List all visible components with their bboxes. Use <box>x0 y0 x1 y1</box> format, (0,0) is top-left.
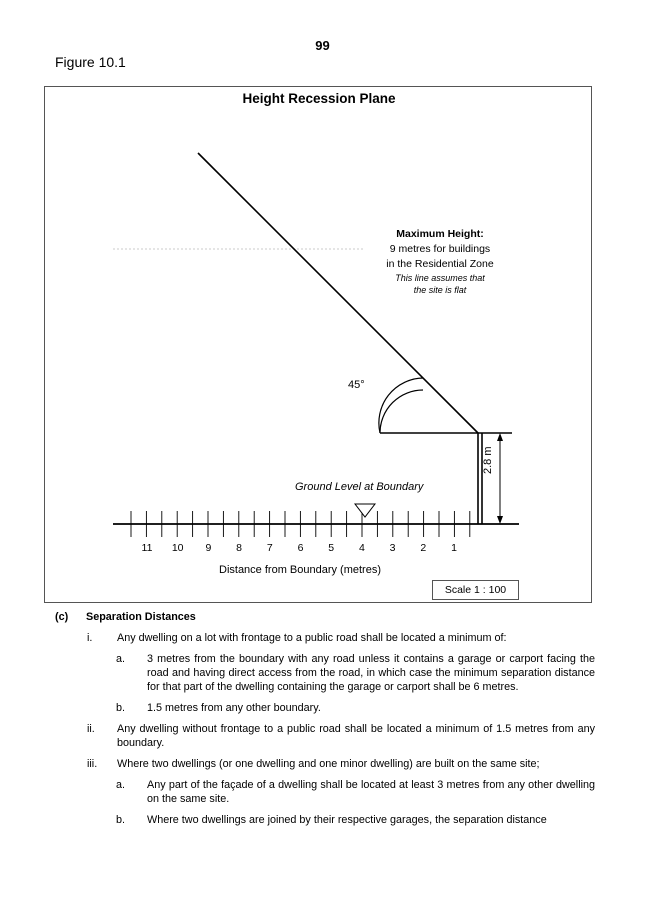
tick-label: 1 <box>451 542 457 554</box>
list-item <box>55 757 595 771</box>
tick-label: 5 <box>328 542 335 554</box>
item-marker: b. <box>116 702 126 714</box>
tick-label: 6 <box>297 542 304 554</box>
figure-frame <box>44 86 592 603</box>
figure-label: Figure 10.1 <box>55 54 126 70</box>
angle-arc-outer <box>379 378 423 433</box>
item-marker: a. <box>116 653 126 665</box>
item-text: 1.5 metres from any other boundary. <box>147 702 321 714</box>
scale-box: Scale 1 : 100 <box>432 580 519 600</box>
item-text: Any part of the façade of a dwelling shall be located at least 3 metres from any other dwelling on the same site. <box>147 779 595 805</box>
dimension-arrow-bottom <box>497 516 503 524</box>
list-item <box>55 631 595 645</box>
list-item <box>55 722 595 750</box>
tick-label: 11 <box>141 542 153 554</box>
max-height-note-1: This line assumes that <box>395 273 485 283</box>
tick-label: 4 <box>358 542 365 554</box>
max-height-line-2: in the Residential Zone <box>386 258 494 270</box>
ground-level-label: Ground Level at Boundary <box>295 481 424 493</box>
max-height-title: Maximum Height: <box>396 228 484 240</box>
page-number: 99 <box>315 38 330 53</box>
item-text: 3 metres from the boundary with any road unless it contains a garage or carport facing the road and having direct access from the road, in which case the minimum separation distance for that part of the dwelling containing the garage or carport shall be 6 metres. <box>147 653 595 693</box>
item-text: Any dwelling without frontage to a public road shall be located a minimum of 1.5 metres from any boundary. <box>117 723 595 749</box>
item-marker: b. <box>116 814 126 826</box>
tick-label: 2 <box>420 542 427 554</box>
item-text: Where two dwellings are joined by their respective garages, the separation distance <box>147 814 547 826</box>
item-text: Where two dwellings (or one dwelling and one minor dwelling) are built on the same site; <box>117 758 540 770</box>
separation-distances-section <box>55 610 595 834</box>
list-item <box>55 652 595 694</box>
item-marker: ii. <box>87 723 95 735</box>
tick-label: 3 <box>389 542 396 554</box>
dimension-label: 2.8 m <box>482 446 494 474</box>
item-marker: i. <box>87 632 93 644</box>
ground-level-marker <box>355 504 375 517</box>
item-marker: a. <box>116 779 126 791</box>
max-height-line-1: 9 metres for buildings <box>389 243 491 255</box>
list-item <box>55 778 595 806</box>
max-height-annotation <box>365 227 515 296</box>
section-title: Separation Distances <box>86 611 196 623</box>
dimension-arrow-top <box>497 433 503 441</box>
section-heading <box>55 610 595 624</box>
section-marker: (c) <box>55 611 69 623</box>
figure-title: Height Recession Plane <box>242 91 396 106</box>
angle-label: 45° <box>348 379 365 391</box>
angle-arc <box>380 390 423 433</box>
tick-label: 10 <box>171 542 184 554</box>
tick-label: 8 <box>236 542 243 554</box>
max-height-note-2: the site is flat <box>413 285 467 295</box>
tick-label: 9 <box>205 542 212 554</box>
item-text: Any dwelling on a lot with frontage to a public road shall be located a minimum of: <box>117 632 507 644</box>
list-item <box>55 813 595 827</box>
axis-label: Distance from Boundary (metres) <box>219 564 381 576</box>
list-item <box>55 701 595 715</box>
height-recession-diagram <box>45 87 593 604</box>
tick-label: 7 <box>266 542 273 554</box>
item-marker: iii. <box>87 758 98 770</box>
